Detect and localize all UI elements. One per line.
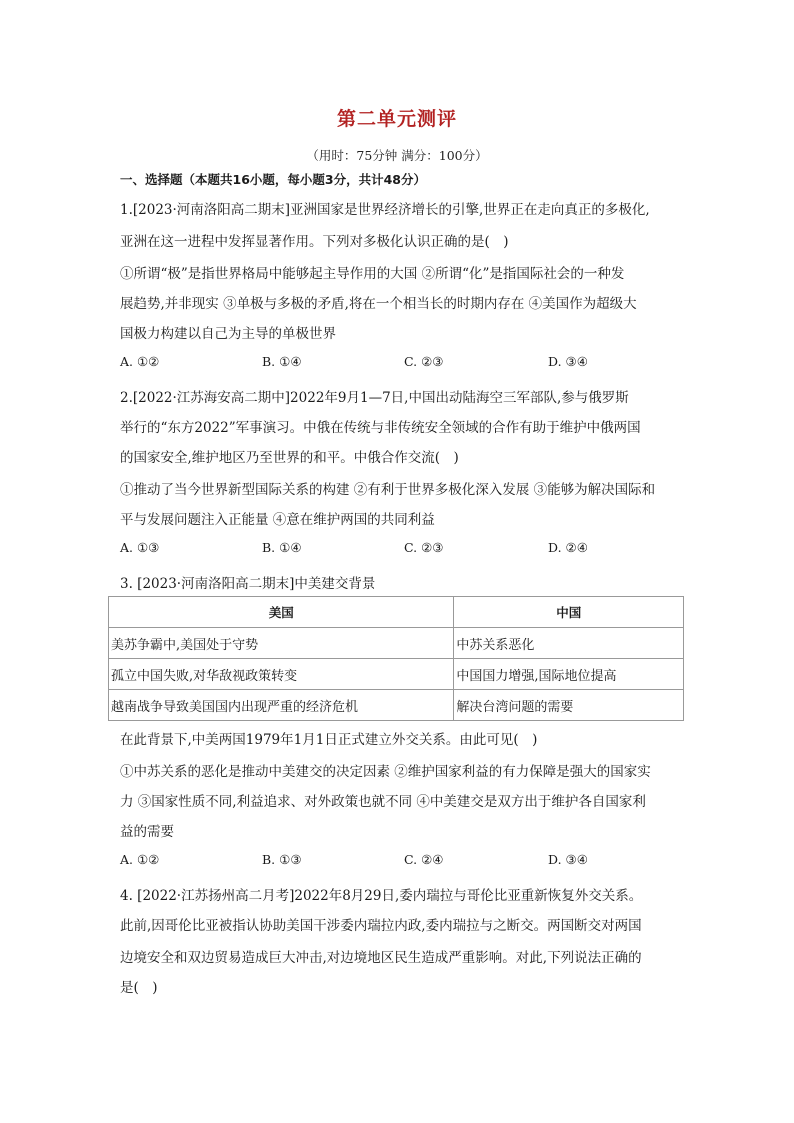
table-row <box>109 659 684 690</box>
q4-line: 4. [2022·江苏扬州高二月考]2022年8月29日,委内瑞拉与哥伦比亚重新恢复外交关系。 <box>120 888 643 904</box>
q2-option-d: D. ②④ <box>548 540 588 555</box>
background-table <box>108 596 684 721</box>
q2-line: 平与发展问题注入正能量 ④意在维护两国的共同利益 <box>120 512 435 528</box>
q2-option-a: A. ①③ <box>120 540 160 555</box>
page-title: 第二单元测评 <box>336 108 457 130</box>
header-usa: 美国 <box>109 597 454 628</box>
table-cell: 解决台湾问题的需要 <box>454 690 684 721</box>
q1-option-c: C. ②③ <box>404 354 444 369</box>
q1-line: 展趋势,并非现实 ③单极与多极的矛盾,将在一个相当长的时期内存在 ④美国作为超级大 <box>120 296 637 312</box>
q3-option-c: C. ②④ <box>404 852 444 867</box>
q4-line: 边境安全和双边贸易造成巨大冲击,对边境地区民生造成严重影响。对此,下列说法正确的 <box>120 950 642 966</box>
q3-line: 力 ③国家性质不同,利益追求、对外政策也就不同 ④中美建交是双方出于维护各自国家利 <box>120 794 646 810</box>
q4-line: 此前,因哥伦比亚被指认协助美国干涉委内瑞拉内政,委内瑞拉与之断交。两国断交对两国 <box>120 918 642 934</box>
q1-option-d: D. ③④ <box>548 354 588 369</box>
q1-line: ①所谓“极”是指世界格局中能够起主导作用的大国 ②所谓“化”是指国际社会的一种发 <box>120 266 625 282</box>
table-row <box>109 690 684 721</box>
q2-option-b: B. ①④ <box>262 540 302 555</box>
table-cell: 孤立中国失败,对华敌视政策转变 <box>109 659 454 690</box>
q2-option-c: C. ②③ <box>404 540 444 555</box>
q3-line: ①中苏关系的恶化是推动中美建交的决定因素 ②维护国家利益的有力保障是强大的国家实 <box>120 764 651 780</box>
q2-line: ①推动了当今世界新型国际关系的构建 ②有利于世界多极化深入发展 ③能够为解决国际和 <box>120 482 656 498</box>
q1-option-a: A. ①② <box>120 354 160 369</box>
table-cell: 美苏争霸中,美国处于守势 <box>109 628 454 659</box>
q4-line: 是( ) <box>120 980 158 996</box>
q2-line: 2.[2022·江苏海安高二期中]2022年9月1—7日,中国出动陆海空三军部队,参与俄罗斯 <box>120 390 629 406</box>
section-heading: 一、选择题（本题共16小题，每小题3分，共计48分） <box>120 172 426 187</box>
q3-option-b: B. ①③ <box>262 852 302 867</box>
table-cell: 中国国力增强,国际地位提高 <box>454 659 684 690</box>
q1-line: 1.[2023·河南洛阳高二期末]亚洲国家是世界经济增长的引擎,世界正在走向真正的多极化, <box>120 202 650 218</box>
q3-option-d: D. ③④ <box>548 852 588 867</box>
table-row <box>109 628 684 659</box>
q2-line: 的国家安全,维护地区乃至世界的和平。中俄合作交流( ) <box>120 450 459 466</box>
table-cell: 中苏关系恶化 <box>454 628 684 659</box>
table-cell: 越南战争导致美国国内出现严重的经济危机 <box>109 690 454 721</box>
q3-intro: 3. [2023·河南洛阳高二期末]中美建交背景 <box>120 576 376 592</box>
q1-option-b: B. ①④ <box>262 354 302 369</box>
q1-line: 国极力构建以自己为主导的单极世界 <box>120 326 336 342</box>
q3-line: 在此背景下,中美两国1979年1月1日正式建立外交关系。由此可见( ) <box>120 732 538 748</box>
q2-line: 举行的“东方2022”军事演习。中俄在传统与非传统安全领域的合作有助于维护中俄两国 <box>120 420 641 436</box>
q1-line: 亚洲在这一进程中发挥显著作用。下列对多极化认识正确的是( ) <box>120 234 509 250</box>
table-header-row <box>109 597 684 628</box>
q3-line: 益的需要 <box>120 824 174 840</box>
header-china: 中国 <box>454 597 684 628</box>
q3-option-a: A. ①② <box>120 852 160 867</box>
exam-info: （用时：75分钟 满分：100分） <box>306 148 488 163</box>
